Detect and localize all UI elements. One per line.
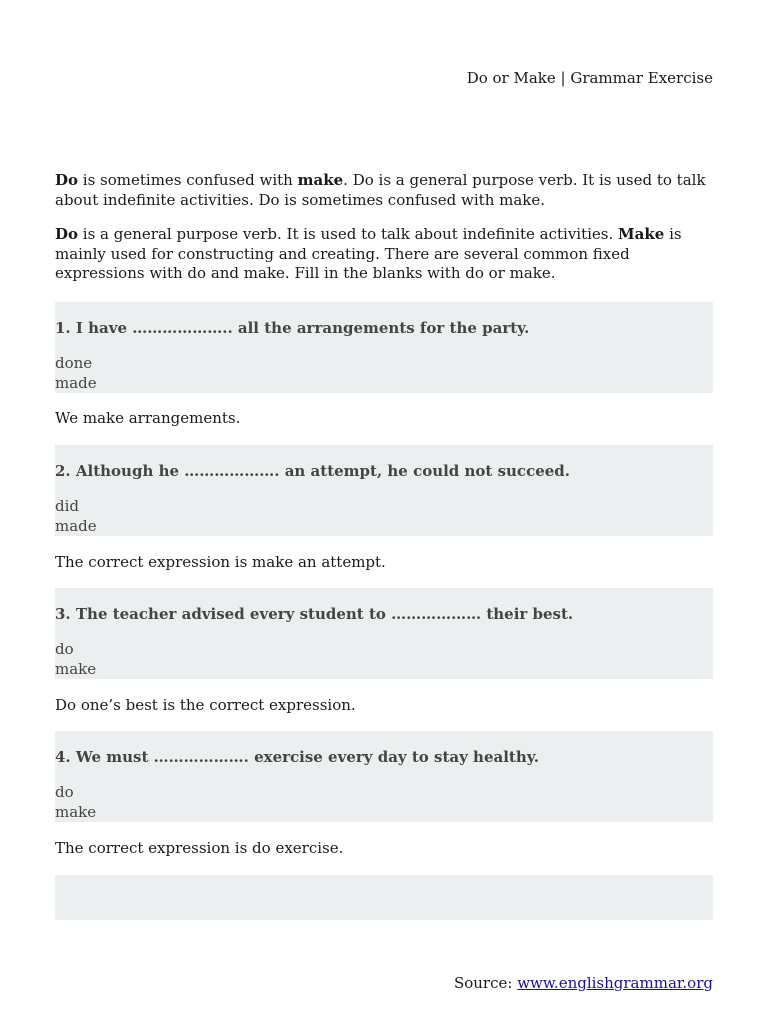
question-block-4 — [55, 731, 713, 822]
bold-term: Make — [618, 225, 665, 244]
answer-option[interactable]: make — [55, 803, 97, 821]
answer-explanation-3: Do one’s best is the correct expression. — [55, 696, 356, 714]
source-line — [454, 974, 713, 992]
source-label: Source: — [453, 974, 518, 992]
intro-section — [55, 171, 713, 299]
answer-explanation-4: The correct expression is do exercise. — [55, 839, 344, 857]
intro-text: is sometimes confused with — [78, 171, 298, 189]
answer-option[interactable]: do — [55, 640, 74, 658]
answer-option[interactable]: done — [55, 354, 93, 372]
question-block-2 — [55, 445, 713, 536]
bold-term: Do — [55, 225, 79, 244]
answer-option[interactable]: did — [55, 497, 80, 515]
answer-option[interactable]: made — [55, 374, 97, 392]
answer-option[interactable]: do — [55, 783, 74, 801]
answer-option[interactable]: make — [55, 660, 97, 678]
page-title: Do or Make | Grammar Exercise — [466, 69, 713, 87]
intro-text: . Do is a general purpose verb. It is used to talk about indefinite activities. Do is sometimes confused with make. — [55, 171, 706, 209]
intro-paragraph-2 — [55, 225, 713, 284]
empty-question-block — [55, 875, 713, 920]
question-text: 2. Although he ………………. an attempt, he could not succeed. — [55, 462, 570, 480]
source-link[interactable]: www.englishgrammar.org — [517, 974, 713, 992]
intro-text: is mainly used for constructing and creating. There are several common fixed expressions with do and make. Fill in the blanks with do or make. — [55, 225, 682, 283]
intro-text: is a general purpose verb. It is used to talk about indefinite activities. — [78, 225, 619, 244]
question-block-3 — [55, 588, 713, 679]
bold-term: make — [297, 171, 344, 189]
answer-explanation-2: The correct expression is make an attempt. — [55, 553, 386, 571]
question-block-1 — [55, 302, 713, 393]
bold-term: Do — [55, 171, 79, 189]
question-text: 3. The teacher advised every student to ……………… their best. — [55, 605, 574, 623]
answer-option[interactable]: made — [55, 517, 97, 535]
question-text: 1. I have ……………….. all the arrangements for the party. — [55, 319, 530, 337]
answer-explanation-1: We make arrangements. — [55, 409, 241, 427]
question-text: 4. We must ………………. exercise every day to stay healthy. — [55, 748, 539, 766]
intro-paragraph-1 — [55, 171, 713, 210]
